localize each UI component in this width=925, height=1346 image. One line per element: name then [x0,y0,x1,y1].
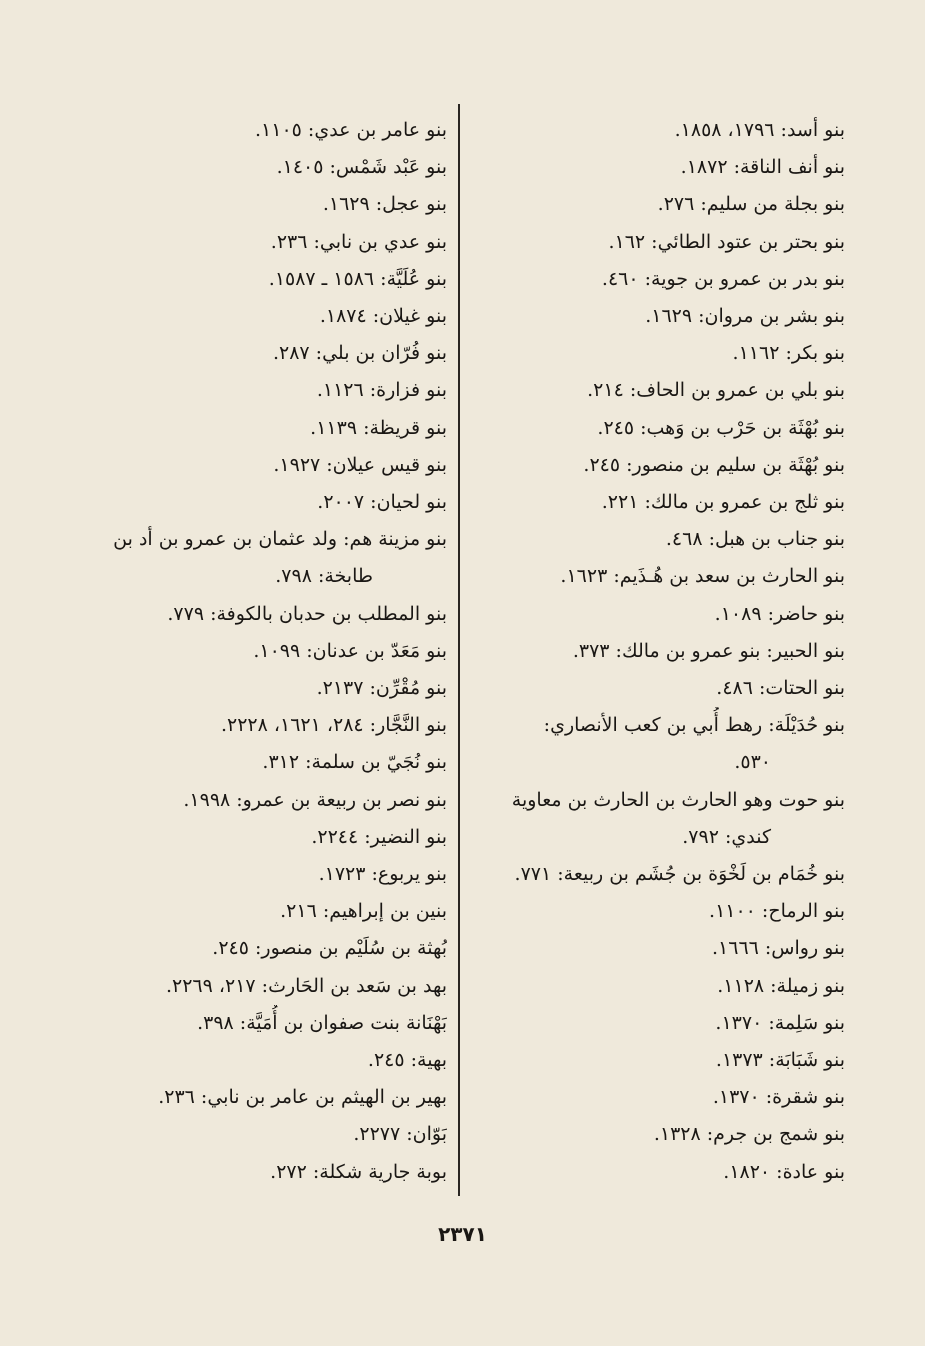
index-entry: طابخة: ٧٩٨. [275,565,373,588]
index-entry: بنو حُدَيْلَة: رهط أُبي بن كعب الأنصاري: [543,714,845,737]
index-entry: بنو بدر بن عمرو بن جوية: ٤٦٠. [601,267,845,290]
index-entry: بنو عامر بن عدي: ١١٠٥. [255,119,447,141]
page-number: ٢٣٧١ [438,1222,487,1246]
index-entry: بنو عدي بن نابي: ٢٣٦. [270,230,447,253]
index-entry: بنو أنف الناقة: ١٨٧٢. [680,156,845,179]
index-entry: بهير بن الهيثم بن عامر بن نابي: ٢٣٦. [158,1086,447,1109]
index-entry: بنو ثلج بن عمرو بن مالك: ٢٢١. [601,491,845,514]
index-entry: بنو بحتر بن عتود الطائي: ١٦٢. [608,230,845,253]
index-entry: بنو عَبْد شَمْس: ١٤٠٥. [276,156,447,179]
index-entry: بهية: ٢٤٥. [367,1049,447,1072]
index-entry: بنو فزارة: ١١٢٦. [316,379,447,402]
index-entry: بنو عادة: ١٨٢٠. [723,1160,845,1183]
index-entry: بَهْنَانة بنت صفوان بن أُمَيَّة: ٣٩٨. [197,1011,447,1034]
index-entry: بنو شَبَابَة: ١٣٧٣. [715,1049,845,1072]
index-entry: بنو النضير: ٢٢٤٤. [311,825,447,848]
index-entry: بنو شمج بن جرم: ١٣٢٨. [653,1123,845,1146]
index-entry: بنو بكر: ١١٦٢. [732,342,845,365]
index-entry: بنو فُرّان بن بلي: ٢٨٧. [272,342,447,365]
index-entry: بنو مزينة هم: ولد عثمان بن عمرو بن أد بن [113,528,447,551]
index-entry: بنو الحبير: بنو عمرو بن مالك: ٣٧٣. [572,639,845,662]
index-entry: بنين بن إبراهيم: ٢١٦. [280,900,447,923]
index-entry: بنو خُمَام بن لَخْوَة بن جُشَم بن ربيعة: ٧٧١. [514,863,845,886]
index-entry: ٥٣٠. [734,751,771,774]
index-entry: بنو بُهْثَة بن سليم بن منصور: ٢٤٥. [583,453,845,476]
index-entry: بنو مَعَدّ بن عدنان: ١٠٩٩. [253,639,447,662]
index-entry: بنو لحيان: ٢٠٠٧. [317,491,447,514]
index-entry: بنو النَّجَّار: ٢٨٤، ١٦٢١، ٢٢٢٨. [220,714,447,737]
index-entry: بنو زميلة: ١١٢٨. [717,974,845,997]
index-entry: بهد بن سَعد بن الحَارث: ٢١٧، ٢٢٦٩. [165,974,447,997]
index-entry: بنو يربوع: ١٧٢٣. [318,863,447,886]
column-divider [458,104,460,1196]
index-entry: بنو حاضر: ١٠٨٩. [714,602,845,625]
index-entry: بوبة جارية شكلة: ٢٧٢. [270,1160,447,1183]
index-entry: بنو حوت وهو الحارث بن الحارث بن معاوية [511,788,845,811]
index-entry: بنو المطلب بن حدبان بالكوفة: ٧٧٩. [167,602,447,625]
index-entry: بنو شقرة: ١٣٧٠. [712,1086,845,1109]
index-entry: بنو بجلة من سليم: ٢٧٦. [657,193,845,216]
index-entry: بُهثة بن سُلَيْم بن منصور: ٢٤٥. [212,937,447,960]
index-entry: بنو عجل: ١٦٢٩. [322,193,447,216]
index-entry: كندي: ٧٩٢. [682,825,771,848]
index-entry: بنو نصر بن ربيعة بن عمرو: ١٩٩٨. [183,788,447,811]
index-entry: بنو رواس: ١٦٦٦. [711,937,845,960]
index-entry: بنو نُجَيّ بن سلمة: ٣١٢. [262,751,447,774]
index-entry: بنو الحتات: ٤٨٦. [716,677,845,700]
index-entry: بنو بُهْثَة بن حَرْب بن وَهب: ٢٤٥. [597,416,845,439]
index-entry: بنو سَلِمة: ١٣٧٠. [715,1011,845,1034]
index-entry: بَوّان: ٢٢٧٧. [353,1123,447,1146]
index-entry: بنو عُلَيَّة: ١٥٨٦ ـ ١٥٨٧. [268,267,447,290]
index-entry: بنو قريظة: ١١٣٩. [310,416,447,439]
index-column-left [62,112,447,1191]
index-entry: بنو الرماح: ١١٠٠. [709,900,845,923]
index-entry: بنو غيلان: ١٨٧٤. [319,305,447,328]
index-entry: بنو بشر بن مروان: ١٦٢٩. [645,305,845,328]
index-entry: بنو قيس عيلان: ١٩٢٧. [273,453,447,476]
index-entry: بنو جناب بن هبل: ٤٦٨. [665,528,845,551]
index-column-right [473,112,845,1191]
index-entry: بنو مُقْرِّن: ٢١٣٧. [316,677,447,700]
index-entry: بنو بلي بن عمرو بن الحاف: ٢١٤. [587,379,845,402]
index-entry: بنو أسد: ١٧٩٦، ١٨٥٨. [674,119,845,141]
index-entry: بنو الحارث بن سعد بن هُـذَيم: ١٦٢٣. [560,565,845,588]
